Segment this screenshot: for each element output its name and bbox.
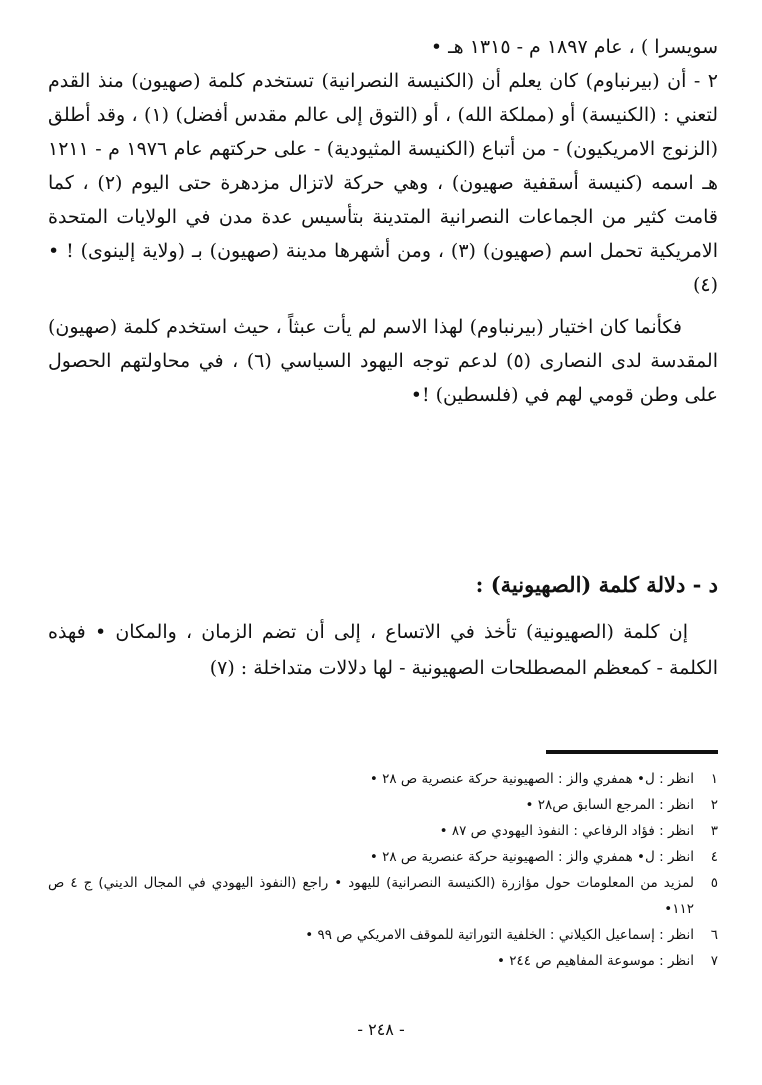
footnote-text: انظر : ل• همفري والز : الصهيونية حركة عنصرية ص ٢٨ •	[369, 849, 694, 865]
section-heading: د - دلالة كلمة (الصهيونية) :	[475, 572, 718, 597]
page-number: - ٢٤٨ -	[357, 1020, 405, 1039]
footnote-text: انظر : إسماعيل الكيلاني : الخلفية التوراتية للموقف الامريكي ص ٩٩ •	[305, 927, 694, 943]
footnote-text: انظر : موسوعة المفاهيم ص ٢٤٤ •	[497, 953, 694, 969]
footnote-item	[48, 870, 718, 922]
footnote-text: لمزيد من المعلومات حول مؤازرة (الكنيسة النصرانية) لليهود • راجع (النفوذ اليهودي في المجال الديني) ج ٤ ص ١١٢•	[48, 875, 694, 917]
section-text	[48, 614, 718, 686]
footnote-number: ٢	[710, 797, 718, 813]
footnote-text: انظر : فؤاد الرفاعي : النفوذ اليهودي ص ٨٧ •	[439, 823, 694, 839]
footnote-divider	[546, 750, 718, 754]
paragraph-point-2: ٢ - أن (بيرنباوم) كان يعلم أن (الكنيسة النصرانية) تستخدم كلمة (صهيون) منذ القدم لتعني : (الكنيسة) أو (مملكة الله) ، أو (التوق إلى عالم مقدس أفضل) (١) ، وقد أطلق (الزنوج الامريكيون) - من أتباع (الكنيسة المثيودية) - على حركتهم عام ١٩٧٦ م - ١٢١١ هـ اسمه (كنيسة أسقفية صهيون) ، وهي حركة لاتزال مزدهرة حتى اليوم (٢) ، كما قامت كثير من الجماعات النصرانية المتدينة بتأسيس عدة مدن في الولايات المتحدة الامريكية تحمل اسم (صهيون) (٣) ، ومن أشهرها مدينة (صهيون) بـ (ولاية إلينوى) ! • (٤)	[48, 70, 718, 296]
footnote-number: ٤	[710, 849, 718, 865]
paragraph-conclusion: فكأنما كان اختيار (بيرنباوم) لهذا الاسم لم يأت عبثاً ، حيث استخدم كلمة (صهيون) المقدسة لدى النصارى (٥) لدعم توجه اليهود السياسي (٦) ، في محاولتهم الحصول على وطن قومي لهم في (فلسطين) !•	[48, 316, 718, 406]
main-text	[48, 30, 718, 412]
footnote-number: ٥	[710, 875, 718, 891]
footnote-item	[48, 922, 718, 948]
footnote-number: ٦	[710, 927, 718, 943]
footnote-text: انظر : المرجع السابق ص٢٨ •	[525, 797, 694, 813]
footnote-item	[48, 948, 718, 974]
footnote-item	[48, 818, 718, 844]
section-paragraph: إن كلمة (الصهيونية) تأخذ في الاتساع ، إلى أن تضم الزمان ، والمكان • فهذه الكلمة - كمعظم المصطلحات الصهيونية - لها دلالات متداخلة : (٧)	[48, 621, 718, 679]
footnote-number: ١	[710, 771, 718, 787]
footnotes	[48, 766, 718, 974]
footnote-number: ٣	[710, 823, 718, 839]
footnote-item	[48, 844, 718, 870]
footnote-text: انظر : ل• همفري والز : الصهيونية حركة عنصرية ص ٢٨ •	[369, 771, 694, 787]
footnote-item	[48, 766, 718, 792]
footnote-item	[48, 792, 718, 818]
paragraph-continuation: سويسرا ) ، عام ١٨٩٧ م - ١٣١٥ هـ •	[430, 36, 718, 58]
footnote-number: ٧	[710, 953, 718, 969]
